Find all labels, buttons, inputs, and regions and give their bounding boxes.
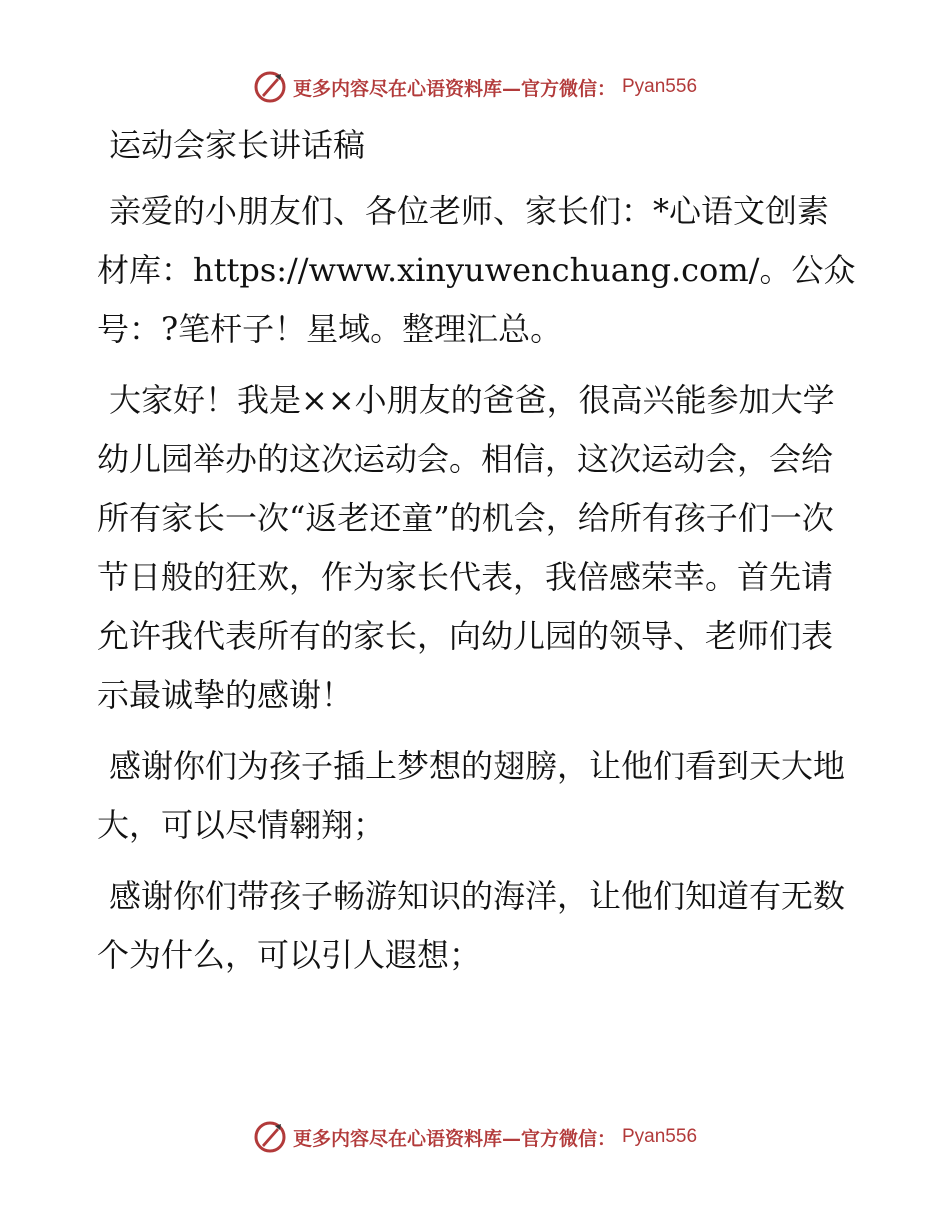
paragraph-thanks-wings: 感谢你们为孩子插上梦想的翅膀，让他们看到天大地大，可以尽情翱翔；	[97, 747, 846, 844]
banner-slogan: 更多内容尽在心语资料库—官方微信：	[292, 1127, 616, 1150]
document-title: 运动会家长讲话稿	[109, 126, 366, 164]
paragraph-introduction: 大家好！我是××小朋友的爸爸，很高兴能参加大学幼儿园举办的这次运动会。相信，这次运动会，会给所有家长一次“返老还童”的机会，给所有孩子们一次节日般的狂欢，作为家长代表，我倍感荣幸。首先请允许我代表所有的家长，向幼儿园的领导、老师们表示最诚挚的感谢！	[97, 381, 835, 714]
banner-wechat-id: Pyan556	[622, 76, 698, 97]
paragraph-thanks-knowledge: 感谢你们带孩子畅游知识的海洋，让他们知道有无数个为什么，可以引人遐想；	[97, 877, 846, 974]
quill-pen-circle-logo-icon	[253, 70, 287, 104]
header-banner	[0, 70, 950, 104]
document-body	[97, 122, 857, 997]
quill-pen-circle-logo-icon	[253, 1120, 287, 1154]
banner-slogan: 更多内容尽在心语资料库—官方微信：	[292, 77, 616, 100]
banner-wechat-id: Pyan556	[622, 1126, 698, 1147]
footer-banner	[0, 1120, 950, 1154]
paragraph-greeting: 亲爱的小朋友们、各位老师、家长们：*心语文创素材库：https://www.xinyuwenchuang.com/。公众号：?笔杆子！星域。整理汇总。	[97, 192, 856, 348]
